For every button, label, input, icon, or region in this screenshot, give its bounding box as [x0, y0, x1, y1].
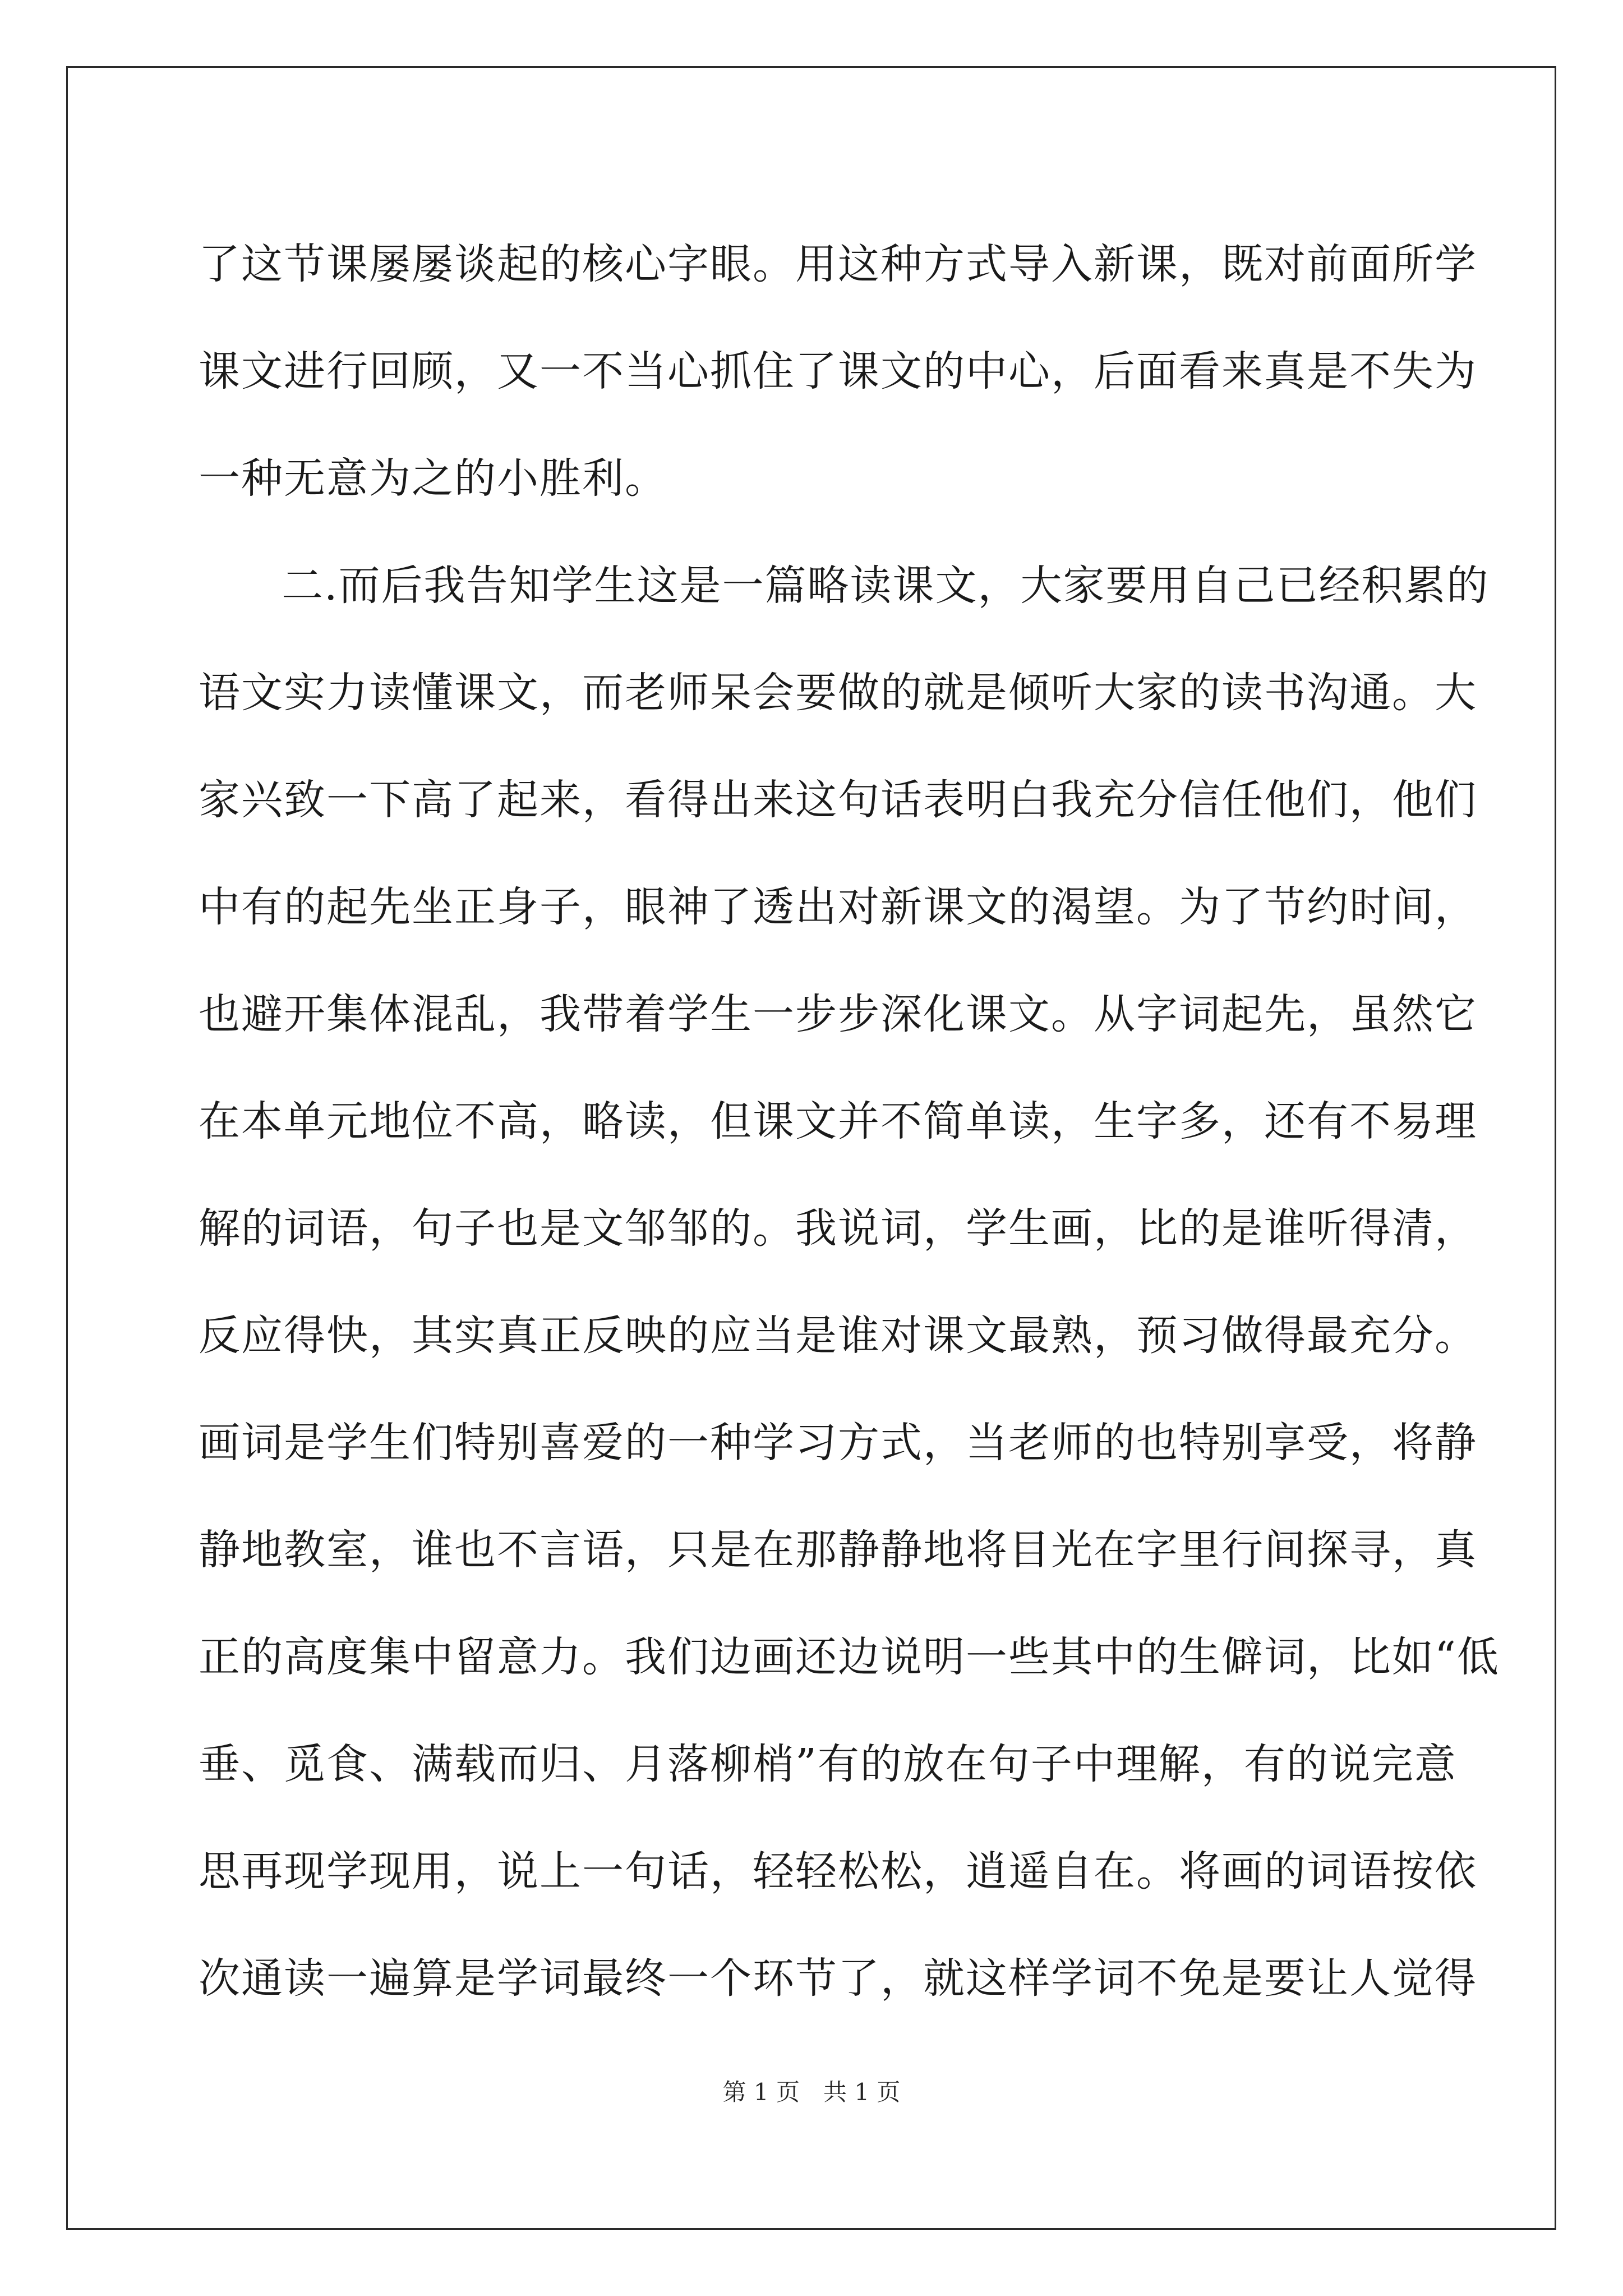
text-line: 静地教室，谁也不言语，只是在那静静地将目光在字里行间探寻，真 [199, 1526, 1477, 1574]
text-line: 课文进行回顾，又一不当心抓住了课文的中心，后面看来真是不失为 [199, 347, 1477, 395]
text-line: 家兴致一下高了起来，看得出来这句话表明白我充分信任他们，他们 [199, 776, 1477, 824]
text-line: 解的词语，句子也是文邹邹的。我说词，学生画，比的是谁听得清， [199, 1204, 1477, 1253]
text-line: 思再现学现用，说上一句话，轻轻松松，逍遥自在。将画的词语按依 [199, 1847, 1477, 1895]
text-line: 二.而后我告知学生这是一篇略读课文，大家要用自己已经积累的 [282, 562, 1490, 610]
text-line: 画词是学生们特别喜爱的一种学习方式，当老师的也特别享受，将静 [199, 1419, 1477, 1467]
paragraph-1 [199, 211, 1477, 532]
text-line: 一种无意为之的小胜利。 [199, 454, 667, 503]
text-line: 在本单元地位不高，略读，但课文并不简单读，生字多，还有不易理 [199, 1097, 1477, 1145]
text-line: 也避开集体混乱，我带着学生一步步深化课文。从字词起先，虽然它 [199, 990, 1477, 1038]
text-line: 了这节课屡屡谈起的核心字眼。用这种方式导入新课，既对前面所学 [199, 240, 1477, 288]
text-line: 语文实力读懂课文，而老师呆会要做的就是倾听大家的读书沟通。大 [199, 669, 1477, 717]
paragraph-2 [199, 532, 1500, 2032]
document-body [199, 211, 1500, 2032]
text-line: 垂、觅食、满载而归、月落柳梢”有的放在句子中理解，有的说完意 [199, 1740, 1457, 1788]
text-line: 正的高度集中留意力。我们边画还边说明一些其中的生僻词，比如“低 [199, 1633, 1500, 1681]
text-line: 反应得快，其实真正反映的应当是谁对课文最熟，预习做得最充分。 [199, 1312, 1477, 1360]
page-number-footer: 第 1 页 共 1 页 [722, 2078, 901, 2106]
text-line: 中有的起先坐正身子，眼神了透出对新课文的渴望。为了节约时间， [199, 883, 1477, 931]
text-line: 次通读一遍算是学词最终一个环节了，就这样学词不免是要让人觉得 [199, 1954, 1477, 2003]
